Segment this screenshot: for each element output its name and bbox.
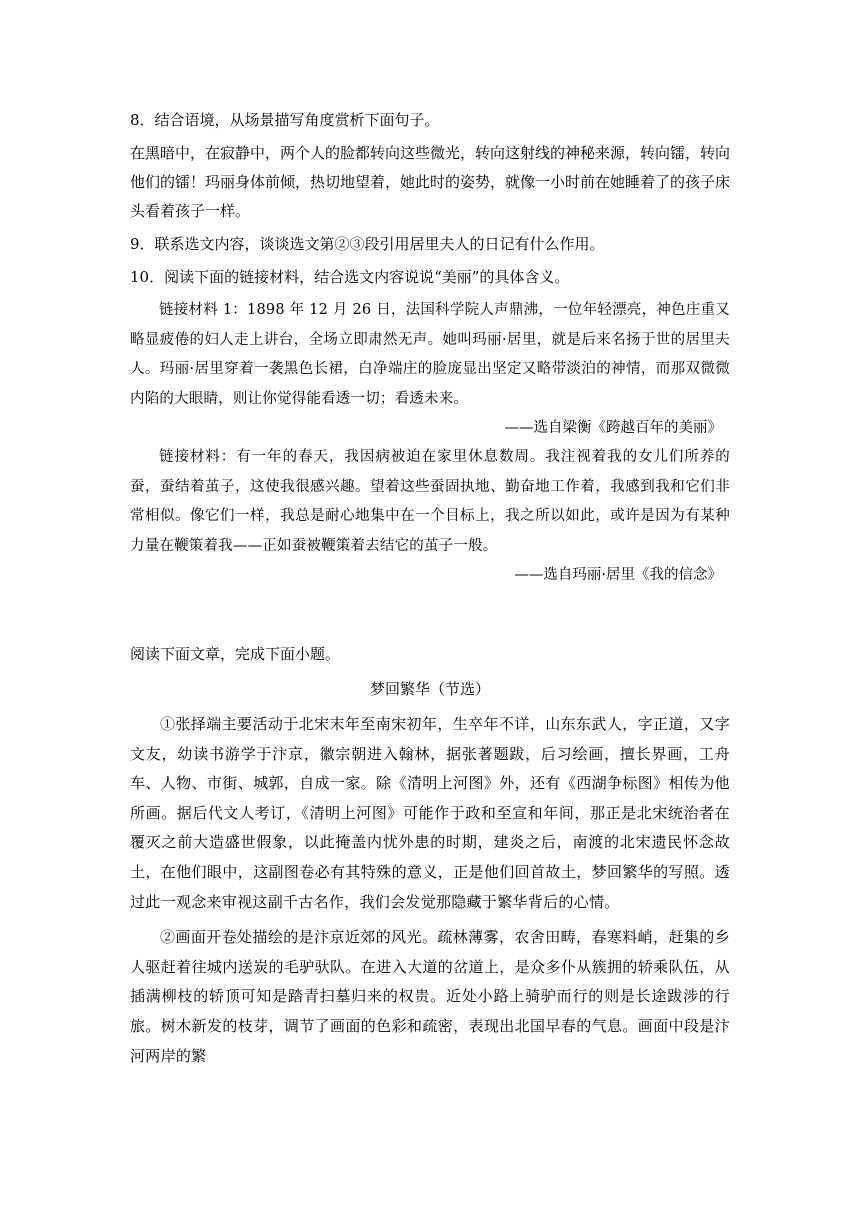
question-8-prompt: 8．结合语境，从场景描写角度赏析下面句子。 (130, 111, 440, 129)
link-material-source: ——选自梁衡《跨越百年的美丽》 (504, 420, 722, 436)
document-page (130, 106, 730, 1077)
article-paragraph-1: ①张择端主要活动于北宋末年至南宋初年，生卒年不详，山东东武人，字正道，又字文友，幼读书游学于汴京，徽宗朝进入翰林，据张著题跋，后习绘画，擅长界画，工舟车、人物、市街、城郭，自成一家。除《清明上河图》外，还有《西湖争标图》相传为他所画。据后代文人考订，《清明上河图》可能作于政和至宣和年间，那正是北宋统治者在覆灭之前大造盛世假象，以此掩盖内忧外患的时期，建炎之后，南渡的北宋遗民怀念故土，在他们眼中，这副图卷必有其特殊的意义，正是他们回首故土，梦回繁华的写照。透过此一观念来审视这副千古名作，我们会发觉那隐藏于繁华背后的心情。 (130, 715, 730, 911)
link-material-1 (130, 296, 730, 443)
section-gap (130, 590, 730, 640)
link-material-2 (130, 443, 730, 590)
link-material-source: ——选自玛丽·居里《我的信念》 (514, 567, 722, 583)
question-9-prompt: 9．联系选文内容，谈谈选文第②③段引用居里夫人的日记有什么作用。 (130, 235, 605, 253)
link-material-text: 链接材料 1：1898 年 12 月 26 日，法国科学院人声鼎沸，一位年轻漂亮，神色庄重又略显疲倦的妇人走上讲台，全场立即肃然无声。她叫玛丽·居里，就是后来名扬于世的居里夫人。玛丽·居里穿着一袭黑色长裙，白净端庄的脸庞显出坚定又略带淡泊的神情，而那双微微内陷的大眼睛，则让你觉得能看透一切；看透未来。 (130, 302, 730, 407)
question-10-prompt: 10．阅读下面的链接材料，结合选文内容说说“美丽”的具体含义。 (130, 268, 570, 286)
article-title: 梦回繁华（节选） (369, 680, 490, 698)
link-material-text: 链接材料：有一年的春天，我因病被迫在家里休息数周。我注视着我的女儿们所养的蚕，蚕结着茧子，这使我很感兴趣。望着这些蚕固执地、勤奋地工作着，我感到我和它们非常相似。像它们一样，我总是耐心地集中在一个目标上，我之所以如此，或许是因为有某种力量在鞭策着我——正如蚕被鞭策着去结它的茧子一般。 (130, 449, 730, 554)
article-body (130, 710, 730, 1071)
reading-instruction: 阅读下面文章，完成下面小题。 (130, 645, 341, 663)
question-8-sentence: 在黑暗中，在寂静中，两个人的脸都转向这些微光，转向这射线的神秘来源，转向镭，转向他们的镭！玛丽身体前倾，热切地望着，她此时的姿势，就像一小时前在她睡着了的孩子床头看着孩子一样。 (130, 144, 731, 220)
article-paragraph-2: ②画面开卷处描绘的是汴京近郊的风光。疏林薄雾，农舍田畴，春寒料峭，赶集的乡人驱赶着往城内送炭的毛驴驮队。在进入大道的岔道上，是众多仆从簇拥的轿乘队伍，从插满柳枝的轿顶可知是踏青扫墓归来的权贵。近处小路上骑驴而行的则是长途跋涉的行旅。树木新发的枝芽，调节了画面的色彩和疏密，表现出北国早春的气息。画面中段是汴河两岸的繁 (130, 928, 730, 1065)
